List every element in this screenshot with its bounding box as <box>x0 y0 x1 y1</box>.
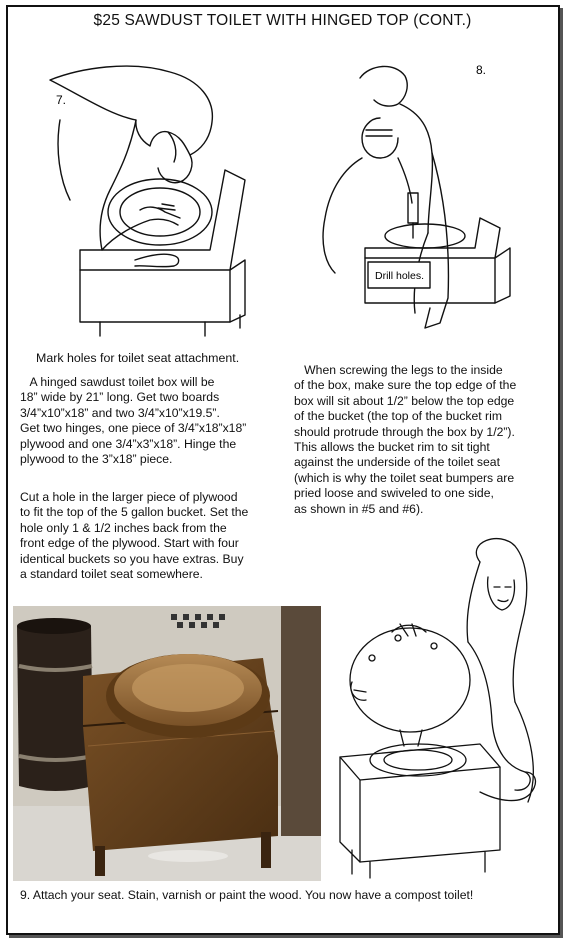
left-p2-line: a standard toilet seat somewhere. <box>20 567 203 582</box>
left-p2-line: hole only 1 & 1/2 inches back from the <box>20 520 227 535</box>
left-p2-line: front edge of the plywood. Start with four <box>20 536 239 551</box>
illustration-step-7 <box>40 60 285 345</box>
left-p2-line: to fit the top of the 5 gallon bucket. Set the <box>20 505 249 520</box>
step-7-caption: Mark holes for toilet seat attachment. <box>36 351 240 365</box>
right-line: of the box, make sure the top edge of the <box>294 378 517 393</box>
right-line: against the underside of the toilet seat <box>294 455 500 470</box>
right-line: (which is why the toilet seat bumpers are <box>294 470 515 485</box>
step-9-text: 9. Attach your seat. Stain, varnish or paint the wood. You now have a compost toilet! <box>20 888 474 902</box>
step-8-number: 8. <box>476 63 487 77</box>
right-line: pried loose and swiveled to one side, <box>294 486 494 501</box>
left-p1-line: A hinged sawdust toilet box will be <box>20 375 215 389</box>
left-p1-line: Get two hinges, one piece of 3/4”x18”x18” <box>20 421 247 436</box>
page-title: $25 SAWDUST TOILET WITH HINGED TOP (CONT.) <box>93 12 472 29</box>
step-7-number: 7. <box>56 93 67 107</box>
left-p2-line: Cut a hole in the larger piece of plywood <box>20 490 238 504</box>
left-p1-line: 3/4”x10”x18” and two 3/4”x10”x19.5”. <box>20 405 220 420</box>
right-line: This allows the bucket rim to sit tight <box>294 440 490 455</box>
left-p1-line: plywood and one 3/4”x3”x18”. Hinge the <box>20 436 237 451</box>
right-line: When screwing the legs to the inside <box>294 363 503 377</box>
right-line: should protrude through the box by 1/2”). <box>294 424 515 439</box>
left-p1-line: 18” wide by 21” long. Get two boards <box>20 390 220 405</box>
left-paragraph-1 <box>20 375 290 467</box>
right-line: as shown in #5 and #6). <box>294 501 424 516</box>
drill-holes-label: Drill holes. <box>375 270 425 282</box>
right-line: of the bucket (the top of the bucket rim <box>294 409 502 424</box>
left-p1-line: plywood to the 3”x18” piece. <box>20 452 173 467</box>
right-paragraph <box>294 363 554 517</box>
illustration-step-8 <box>300 58 550 343</box>
left-paragraph-2 <box>20 490 295 582</box>
illustration-step-9 <box>330 532 552 882</box>
finished-toilet-photo <box>13 606 321 881</box>
right-line: box will sit about 1/2” below the top edge <box>294 393 515 408</box>
left-p2-line: identical buckets so you have extras. Buy <box>20 551 244 566</box>
